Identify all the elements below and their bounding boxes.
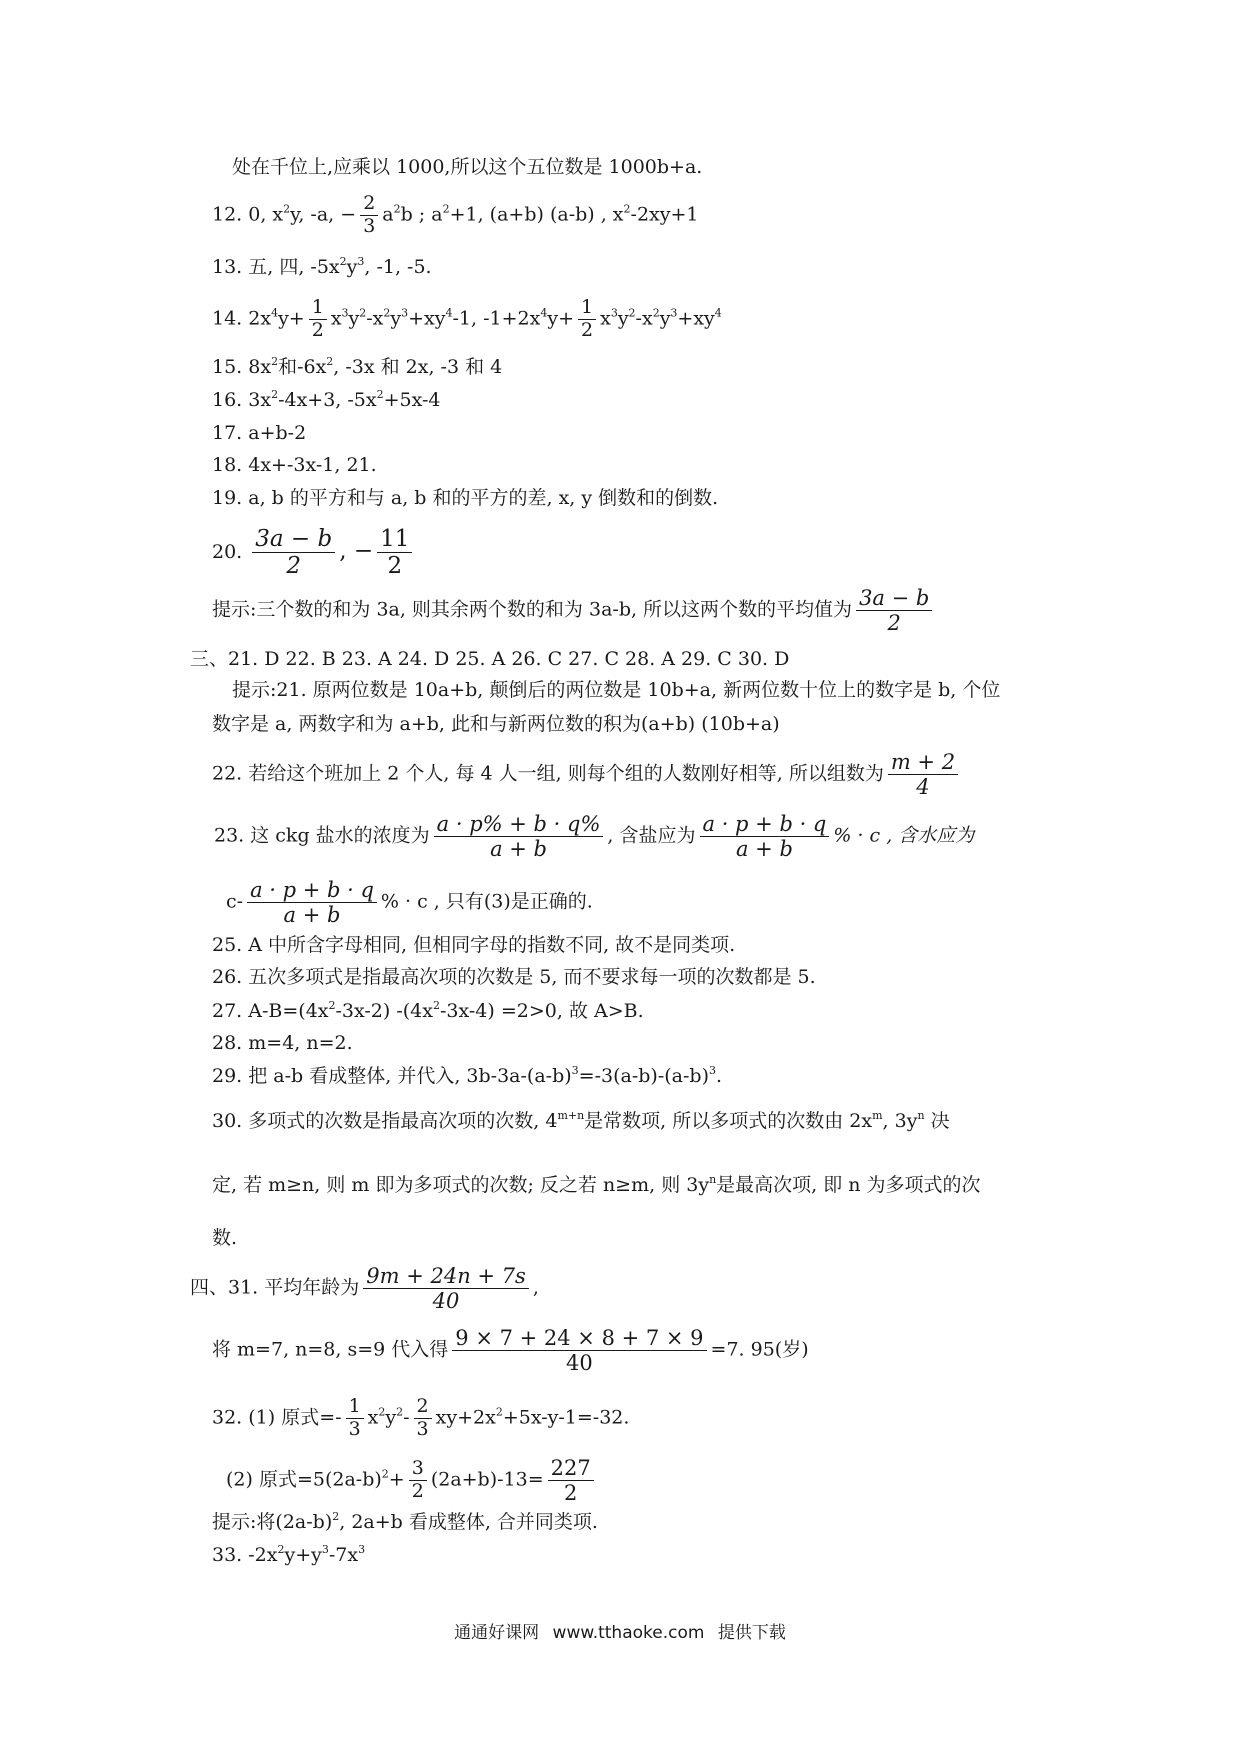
fraction: $\frac{m + 2}{4}$: [888, 750, 958, 799]
fraction: $\frac{a \cdot p\% + b \cdot q\%}{a + b}$: [434, 812, 604, 861]
hint-20: 提示:三个数的和为 3a, 则其余两个数的和为 3a-b, 所以这两个数的平均值为 $\frac{3a - b}{2}$: [212, 586, 936, 635]
footer-url: www.tthaoke.com: [552, 1623, 705, 1643]
answer-16: 16. $3x^2-4x+3$, $-5x^2+5x-4$: [212, 388, 441, 411]
hint-26: 26. 五次多项式是指最高次项的次数是 5, 而不要求每一项的次数都是 5.: [212, 966, 816, 988]
answer-14: 14. $2x^4y+$ $\frac{1}{2}$ $x^3y^2-x^2y^3+xy^4-1$, $-1+2x^4y+$ $\frac{1}{2}$ $x^3y^2-x^2y^3+xy^4$: [212, 296, 722, 341]
fraction: $\frac{2}{3}$: [414, 1396, 432, 1441]
fraction: $\frac{227}{2}$: [548, 1456, 594, 1505]
hint-22: 22. 若给这个班加上 2 个人, 每 4 人一组, 则每个组的人数刚好相等, 所以组数为 $\frac{m + 2}{4}$: [212, 750, 962, 799]
section-3-answers: 三、21. D 22. B 23. A 24. D 25. A 26. C 27. C 28. A 29. C 30. D: [190, 648, 790, 670]
hint-23-a: 23. 这 ckg 盐水的浓度为 $\frac{a \cdot p\% + b \cdot q\%}{a + b}$ , 含盐应为 $\frac{a \cdot p + b \cdot q}{a + b}$ % · c , 含水应为: [214, 812, 975, 862]
hint-30-a: 30. 多项式的次数是指最高次项的次数, $4^{m+n}$是常数项, 所以多项式的次数由 $2x^m$, $3y^n$ 决: [212, 1109, 950, 1132]
answer-13: 13. 五, 四, $-5x^2y^3$, -1, -5.: [212, 255, 432, 278]
page-footer: [0, 1618, 1240, 1643]
hint-21-b: 数字是 a, 两数字和为 a+b, 此和与新两位数的积为(a+b) (10b+a): [212, 713, 780, 735]
fraction: $\frac{11}{2}$: [377, 526, 412, 580]
answer-33: 33. $-2x^2y+y^3-7x^3$: [212, 1543, 366, 1566]
footer-tail: 提供下载: [717, 1623, 786, 1643]
fraction: $\frac{1}{2}$: [578, 297, 596, 342]
answer-17: 17. a+b-2: [212, 422, 307, 444]
hint-25: 25. A 中所含字母相同, 但相同字母的指数不同, 故不是同类项.: [212, 934, 736, 956]
fraction: $\frac{3a - b}{2}$: [252, 526, 335, 580]
hint-23-b: c- $\frac{a \cdot p + b \cdot q}{a + b}$ % · c , 只有(3)是正确的.: [226, 878, 593, 928]
answer-20: 20. $\frac{3a - b}{2}$ , − $\frac{11}{2}$: [212, 526, 416, 580]
fraction: $\frac{a \cdot p + b \cdot q}{a + b}$: [247, 878, 377, 927]
answer-32-1: 32. (1) 原式=- $\frac{1}{3}$ $x^2y^2-$ $\frac{2}{3}$ $xy+2x^2+5x-y-1=-32$.: [212, 1395, 630, 1440]
answer-32-2: (2) 原式$=5(2a-b)^2+$ $\frac{3}{2}$ (2a+b)-13= $\frac{227}{2}$: [226, 1456, 598, 1505]
answer-31: 四、31. 平均年龄为 $\frac{9m + 24n + 7s}{40}$ ,: [190, 1264, 539, 1314]
footer-site: 通通好课网: [454, 1623, 540, 1643]
answer-18: 18. 4x+-3x-1, 21.: [212, 454, 377, 476]
answer-12: 12. 0, $x^2y$, -a, − $\frac{2}{3}$ $a^2b$ ; $a^2+1$, (a+b) (a-b) , $x^2-2xy+1$: [212, 192, 699, 237]
fraction: $\frac{3a - b}{2}$: [856, 586, 932, 635]
answer-31-calc: 将 m=7, n=8, s=9 代入得 $\frac{9 \times 7 + 24 \times 8 + 7 \times 9}{40}$ =7. 95(岁): [212, 1326, 809, 1376]
fraction: $\frac{1}{3}$: [346, 1396, 364, 1441]
fraction: $\frac{1}{2}$: [309, 297, 327, 342]
answer-line-11-cont: 处在千位上,应乘以 1000,所以这个五位数是 1000b+a.: [232, 156, 703, 178]
hint-21-a: 提示:21. 原两位数是 10a+b, 颠倒后的两位数是 10b+a, 新两位数十位上的数字是 b, 个位: [232, 679, 1001, 701]
fraction: $\frac{9 \times 7 + 24 \times 8 + 7 \times 9}{40}$: [452, 1326, 706, 1375]
answer-19: 19. a, b 的平方和与 a, b 和的平方的差, x, y 倒数和的倒数.: [212, 487, 719, 509]
hint-28: 28. m=4, n=2.: [212, 1032, 353, 1054]
fraction: $\frac{2}{3}$: [360, 193, 378, 238]
fraction: $\frac{9m + 24n + 7s}{40}$: [363, 1264, 529, 1313]
fraction: $\frac{a \cdot p + b \cdot q}{a + b}$: [700, 812, 830, 861]
hint-30-c: 数.: [212, 1227, 238, 1249]
hint-29: 29. 把 a-b 看成整体, 并代入, $3b-3a-(a-b)^3=-3(a-b)-(a-b)^3$.: [212, 1064, 723, 1087]
hint-30-b: 定, 若 m≥n, 则 m 即为多项式的次数; 反之若 n≥m, 则 $3y^n$是最高次项, 即 n 为多项式的次: [212, 1173, 981, 1196]
hint-27: 27. $A-B=(4x^2-3x-2)$ $-(4x^2-3x-4) =2>0$, 故 A>B.: [212, 999, 644, 1022]
answer-15: 15. $8x^2$和$-6x^2$, -3x 和 2x, -3 和 4: [212, 355, 503, 378]
fraction: $\frac{3}{2}$: [409, 1458, 427, 1503]
hint-32: 提示:将$(2a-b)^2$, 2a+b 看成整体, 合并同类项.: [212, 1510, 598, 1533]
